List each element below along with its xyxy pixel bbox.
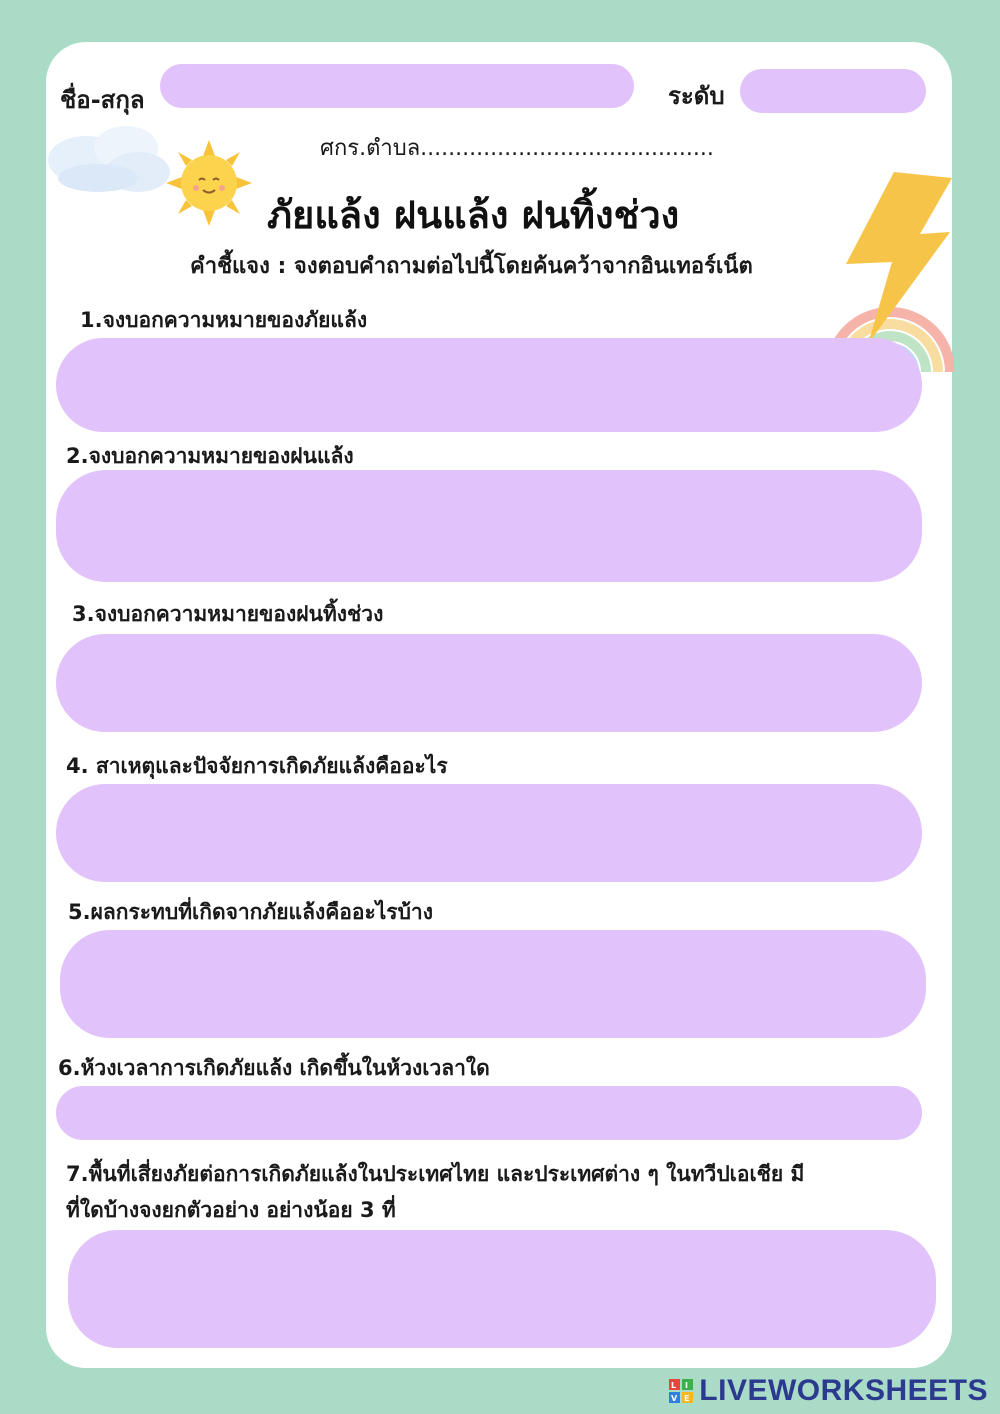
answer-6-field[interactable] xyxy=(56,1086,922,1140)
answer-5-field[interactable] xyxy=(60,930,926,1038)
question-3: 3.จงบอกความหมายของฝนทิ้งช่วง xyxy=(72,602,384,626)
level-label: ระดับ xyxy=(668,82,725,110)
liveworksheets-logo-icon xyxy=(669,1379,693,1403)
instructions: คำชี้แจง : จงตอบคำถามต่อไปนี้โดยค้นคว้าจากอินเทอร์เน็ต xyxy=(190,254,753,279)
svg-text:V: V xyxy=(671,1394,678,1403)
answer-7-field[interactable] xyxy=(68,1230,936,1348)
question-7: 7.พื้นที่เสี่ยงภัยต่อการเกิดภัยแล้งในประเทศไทย และประเทศต่าง ๆ ในทวีปเอเชีย มี xyxy=(66,1162,805,1186)
liveworksheets-brand[interactable] xyxy=(669,1374,988,1408)
svg-text:L: L xyxy=(671,1381,677,1390)
answer-1-field[interactable] xyxy=(56,338,922,432)
answer-3-field[interactable] xyxy=(56,634,922,732)
lightning-icon xyxy=(846,172,952,344)
sun-icon xyxy=(166,140,252,226)
liveworksheets-brand-text: LIVEWORKSHEETS xyxy=(699,1374,988,1407)
question-6: 6.ห้วงเวลาการเกิดภัยแล้ง เกิดขึ้นในห้วงเวลาใด xyxy=(58,1056,490,1080)
svg-text:I: I xyxy=(685,1381,689,1390)
name-label: ชื่อ-สกุล xyxy=(60,86,145,114)
svg-text:E: E xyxy=(684,1394,690,1403)
question-1: 1.จงบอกความหมายของภัยแล้ง xyxy=(80,308,368,332)
school-label: ศกร.ตำบล.......................................... xyxy=(320,136,714,161)
worksheet-page xyxy=(46,42,952,1368)
question-2: 2.จงบอกความหมายของฝนแล้ง xyxy=(66,444,354,468)
answer-4-field[interactable] xyxy=(56,784,922,882)
question-4: 4. สาเหตุและปัจจัยการเกิดภัยแล้งคืออะไร xyxy=(66,754,448,778)
question-5: 5.ผลกระทบที่เกิดจากภัยแล้งคืออะไรบ้าง xyxy=(68,900,433,924)
answer-2-field[interactable] xyxy=(56,470,922,582)
worksheet-title: ภัยแล้ง ฝนแล้ง ฝนทิ้งช่วง xyxy=(267,193,680,237)
level-field[interactable] xyxy=(740,69,926,113)
name-field[interactable] xyxy=(160,64,634,108)
cloud-icon xyxy=(46,124,172,196)
question-7-line-2: ที่ใดบ้างจงยกตัวอย่าง อย่างน้อย 3 ที่ xyxy=(66,1198,396,1222)
